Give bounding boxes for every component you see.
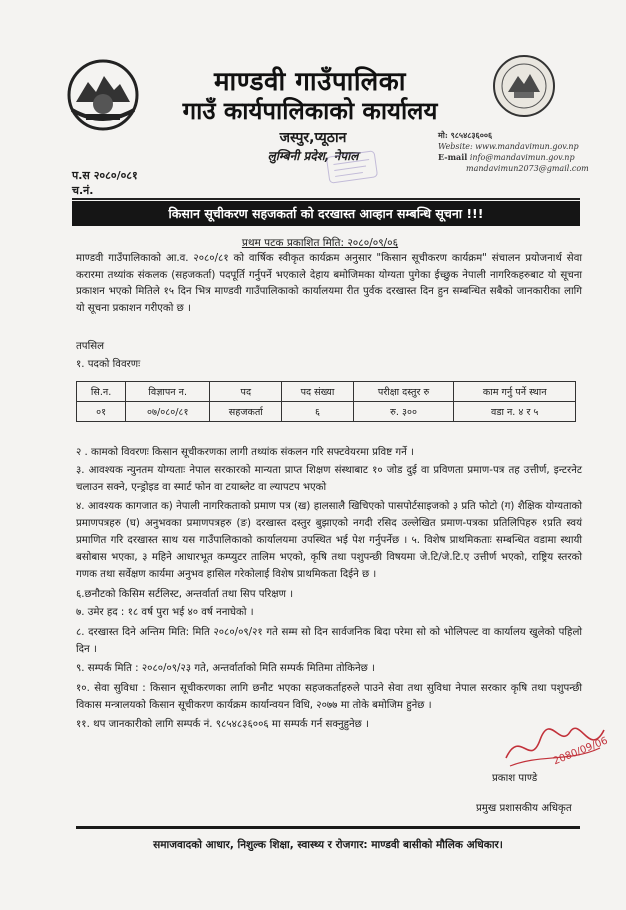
published-date: प्रथम पटक प्रकाशित मिति: २०८०/०९/०६ <box>241 237 399 249</box>
item-selection: ६.छनौटको किसिम सर्टलिस्ट, अन्तर्वार्ता तथा सिप परिक्षण । <box>76 589 294 600</box>
header-divider <box>72 198 580 200</box>
section-1-heading: १. पदको विवरणः <box>76 359 141 370</box>
table-header-cell: पद संख्या <box>282 382 353 402</box>
table-cell: ६ <box>282 402 353 422</box>
contact-block <box>438 130 618 174</box>
footer-divider <box>76 826 580 829</box>
reference-number: प.स २०८०/०८१ <box>72 169 138 182</box>
item-deadline: ८. दरखास्त दिने अन्तिम मिति: मिति २०८०/०९/२१ गते सम्म सो दिन सार्वजनिक बिदा परेमा सो को भोलिपल्ट वा कार्यालय खुलेको पहिलो दिन । <box>76 627 582 655</box>
faded-stamp-icon <box>324 149 380 186</box>
email-label: E-mail <box>438 152 468 162</box>
item-age-limit: ७. उमेर हद : १८ वर्ष पुरा भई ४० वर्ष ननाघेको । <box>76 607 254 618</box>
signatory-name: प्रकाश पाण्डे <box>492 773 538 784</box>
table-cell: रु. ३०० <box>353 402 454 422</box>
nepal-emblem-icon <box>66 58 140 132</box>
table-header-row <box>77 382 576 402</box>
item-work-description: २ . कामको विवरणः किसान सूचीकरणका लागी तथ्यांक संकलन गरि सफ्टवेयरमा प्रविष्ट गर्ने । <box>76 447 414 458</box>
intro-paragraph: माण्डवी गाउँपालिकाको आ.व. २०८०/८१ को वार्षिक स्वीकृत कार्यक्रम अनुसार "किसान सूचीकरण कार्यक्रम" संचालन प्रयोजनार्थ सेवा करारमा तथ्यांक संकलक (सहजकर्ता) पदपूर्ति गर्नुपर्ने भएकाले देहाय बमोजिमका योग्यता पुगेका ईच्छुक नेपाली नागरिकहरुबाट यो सूचना प्रकाशन भएको मितिले १५ दिन भित्र माण्डवी गाउँपालिकाको कार्यालयमा रीत पुर्वक दरखास्त दिन हुन सम्बन्धित सबैको जानकारीका लागि यो सूचना प्रकाशन गरीएको छ । <box>76 253 582 314</box>
signatory-designation: प्रमुख प्रशासकीय अधिकृत <box>476 803 572 814</box>
item-qualification: ३. आवश्यक न्युनतम योग्यताः नेपाल सरकारको मान्यता प्राप्त शिक्षण संस्थाबाट १० जोड दुई वा प्रविणता प्रमाण-पत्र तह उत्तीर्ण, इन्टरनेट चलाउन सक्ने, एन्ड्रोइड वा स्मार्ट फोन वा टयाब्लेट वा ल्यापटप भएको <box>76 465 582 493</box>
address-line1: जस्पुर,प्यूठान <box>279 130 347 146</box>
item-benefits: १०. सेवा सुविधा : किसान सूचीकरणका लागि छनौट भएका सहजकर्ताहरुले पाउने सेवा तथा सुविधा नेपाल सरकार कृषि तथा पशुपन्छी विकास मन्त्रालयको किसान सूचीकरण कार्यक्रम कार्यान्वयन विधि, २०७७ मा तोके बमोजिम हुनेछ । <box>76 683 582 711</box>
item-more-info: ११. थप जानकारीको लागि सम्पर्क नं. ९८५४८३६००६ मा सम्पर्क गर्न सक्नुहुनेछ । <box>76 719 369 730</box>
post-details-table <box>76 381 576 422</box>
phone-number: मो: ९८५४८३६००६ <box>438 130 493 140</box>
notice-title-banner: किसान सूचीकरण सहजकर्ता को दरखास्त आव्हान सम्बन्धि सूचना !!! <box>72 201 580 226</box>
municipality-logo-icon <box>492 54 556 118</box>
table-cell: ०७/०८०/८१ <box>126 402 210 422</box>
table-header-cell: विज्ञापन न. <box>126 382 210 402</box>
table-header-cell: पद <box>210 382 282 402</box>
table-cell: सहजकर्ता <box>210 402 282 422</box>
website: Website: www.mandavimun.gov.np <box>438 142 579 151</box>
item-contact-date: ९. सम्पर्क मिति : २०८०/०९/२३ गते, अन्तर्वार्ताको मिति सम्पर्क मितिमा तोकिनेछ । <box>76 663 375 674</box>
email-2: mandavimun2073@gmail.com <box>466 164 589 173</box>
signature-icon <box>500 718 610 778</box>
signature-date: 2080/09/06 <box>551 735 610 768</box>
table-header-cell: सि.न. <box>77 382 126 402</box>
email-1: info@mandavimun.gov.np <box>469 153 575 162</box>
office-name: गाउँ कार्यपालिकाको कार्यालय <box>182 97 438 125</box>
table-cell: ०१ <box>77 402 126 422</box>
table-row <box>77 402 576 422</box>
table-header-cell: काम गर्नु पर्ने स्थान <box>454 382 576 402</box>
footer-slogan: समाजवादको आधार, निशुल्क शिक्षा, स्वास्थ्य र रोजगार: माण्डवी बासीको मौलिक अधिकार। <box>153 839 503 851</box>
table-header-cell: परीक्षा दस्तुर रु <box>353 382 454 402</box>
dispatch-number: च.नं. <box>72 184 94 197</box>
org-name: माण्डवी गाउँपालिका <box>214 67 406 97</box>
address-line2: लुम्बिनी प्रदेश, नेपाल <box>267 149 359 163</box>
item-documents-priority: ४. आवश्यक कागजात क) नेपाली नागरिकताको प्रमाण पत्र (ख) हालसालै खिचिएको पासपोर्टसाइजको ३ प्रति फोटो (ग) शैक्षिक योग्यताको प्रमाणपत्रहरु (घ) अनुभवका प्रमाणपत्रहरु (ङ) दरखास्त दस्तुर बुझाएको नगदी रसिद उल्लेखित प्रमाण-पत्रका प्रतिलिपिहरु १प्रति स्वयं प्रमाणित गरि दरखास्त साथ यस गाउँपालिकाको कार्यालयमा उपस्थित भई पेश गर्नुपर्नेछ । ५. विशेष प्राथमिकताः सम्बन्धित वडामा स्थायी बसोबास भएका, ३ महिने आधारभूत कम्प्युटर तालिम भएको, कृषि तथा पशुपन्छी विषयमा जे.टि/जे.टि.ए उत्तीर्ण भएको, राष्ट्रिय स्तरको गणक तथा सर्वेक्षण कार्यमा अनुभव हासिल गरेकोलाई विशेष प्राथमिकता दिईने छ । <box>76 501 582 580</box>
tapasil-label: तपसिल <box>76 341 105 352</box>
table-cell: वडा न. ४ र ५ <box>454 402 576 422</box>
